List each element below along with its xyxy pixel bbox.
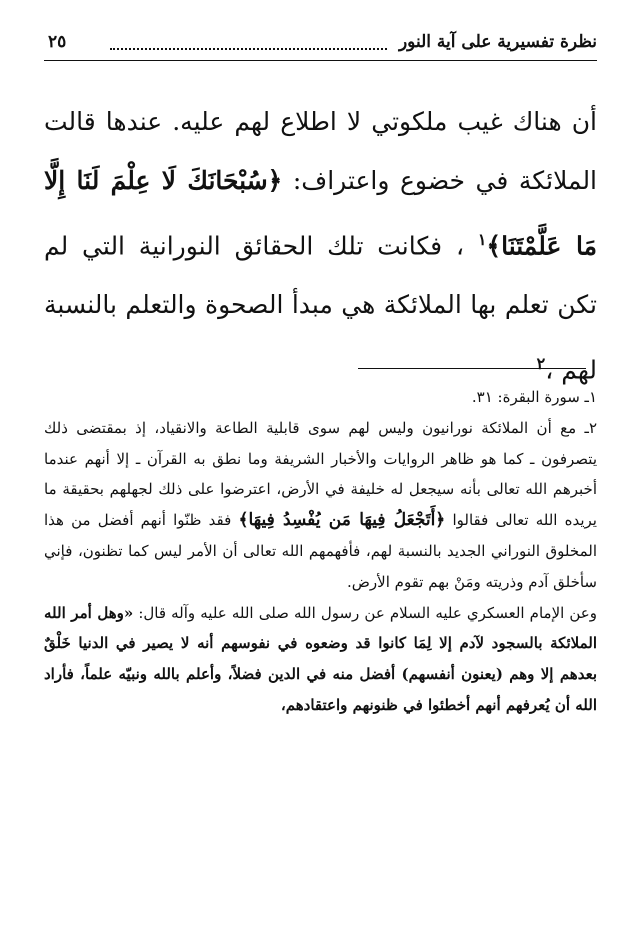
footnote-marker-1: ١ bbox=[477, 230, 487, 249]
footnote-marker-2: ٢ bbox=[536, 354, 546, 374]
footnote-2-narration bbox=[44, 598, 597, 721]
paragraph-text-2: ، فكانت تلك الحقائق النورانية التي لم تكن تعلم بها الملائكة هي مبدأ الصحوة والتعلم بالنسبة لهم ، bbox=[44, 231, 597, 385]
narration-quote: «وهل أمر الله الملائكة بالسجود لآدم إلا لِمَا كانوا قد وضعوه في نفوسهم أنه لا يصير في الدنيا خَلْقٌ بعدهم إلا وهم (يعنون أنفسهم) أفضل منه في الدين فضلاً، وأعلم بالله ونبيّه علماً، فأراد الله أن يُعرفهم أنهم أخطئوا في ظنونهم واعتقادهم، bbox=[44, 603, 597, 714]
footnotes-section bbox=[44, 382, 597, 721]
footnote-1: ١ـ سورة البقرة: ٣١. bbox=[471, 388, 597, 406]
main-paragraph bbox=[44, 92, 597, 400]
footnote-2-text-b: فقد ظنّوا أنهم أفضل من هذا المخلوق النوراني الجديد بالنسبة لهم، فأفهمهم الله تعالى أن الأمر ليس كما تظنون، فإني سأخلق آدم وذريته ومَنْ بهم تقوم الأرض. bbox=[44, 511, 597, 591]
paragraph-text-1: أن هناك غيب ملكوتي لا اطلاع لهم عليه. عندها قالت الملائكة في خضوع واعتراف: bbox=[44, 107, 598, 195]
page-number: ٢٥ bbox=[48, 32, 67, 52]
footnote-2-text-a: ٢ـ مع أن الملائكة نورانيون وليس لهم سوى قابلية الطاعة والانقياد، إذ بمقتضى ذلك يتصرفون ـ كما هو ظاهر الروايات والأخبار الشريفة وما نطق به القرآن ـ إلا أنهم عندما أخبرهم الله تعالى بأنه سيجعل له خليفة في الأرض، اعترضوا على ذلك لجهلهم بحقيقة ما يريده الله تعالى فقالوا bbox=[44, 418, 597, 530]
footnote-2 bbox=[44, 413, 597, 598]
running-header bbox=[44, 30, 597, 61]
footnote-2-verse: ﴿أَتَجْعَلُ فِيهَا مَن يُفْسِدُ فِيهَا﴾ bbox=[238, 510, 446, 531]
header-title: نظرة تفسيرية على آية النور bbox=[398, 32, 597, 52]
quran-verse-1: ﴿سُبْحَانَكَ لَا عِلْمَ لَنَا إِلَّا مَا عَلَّمْتَنَا﴾ bbox=[44, 166, 597, 261]
footnote-separator bbox=[358, 368, 586, 369]
header-dot-leader bbox=[110, 36, 387, 50]
narration-intro: وعن الإمام العسكري عليه السلام عن رسول الله صلى الله عليه وآله قال: bbox=[133, 603, 598, 622]
